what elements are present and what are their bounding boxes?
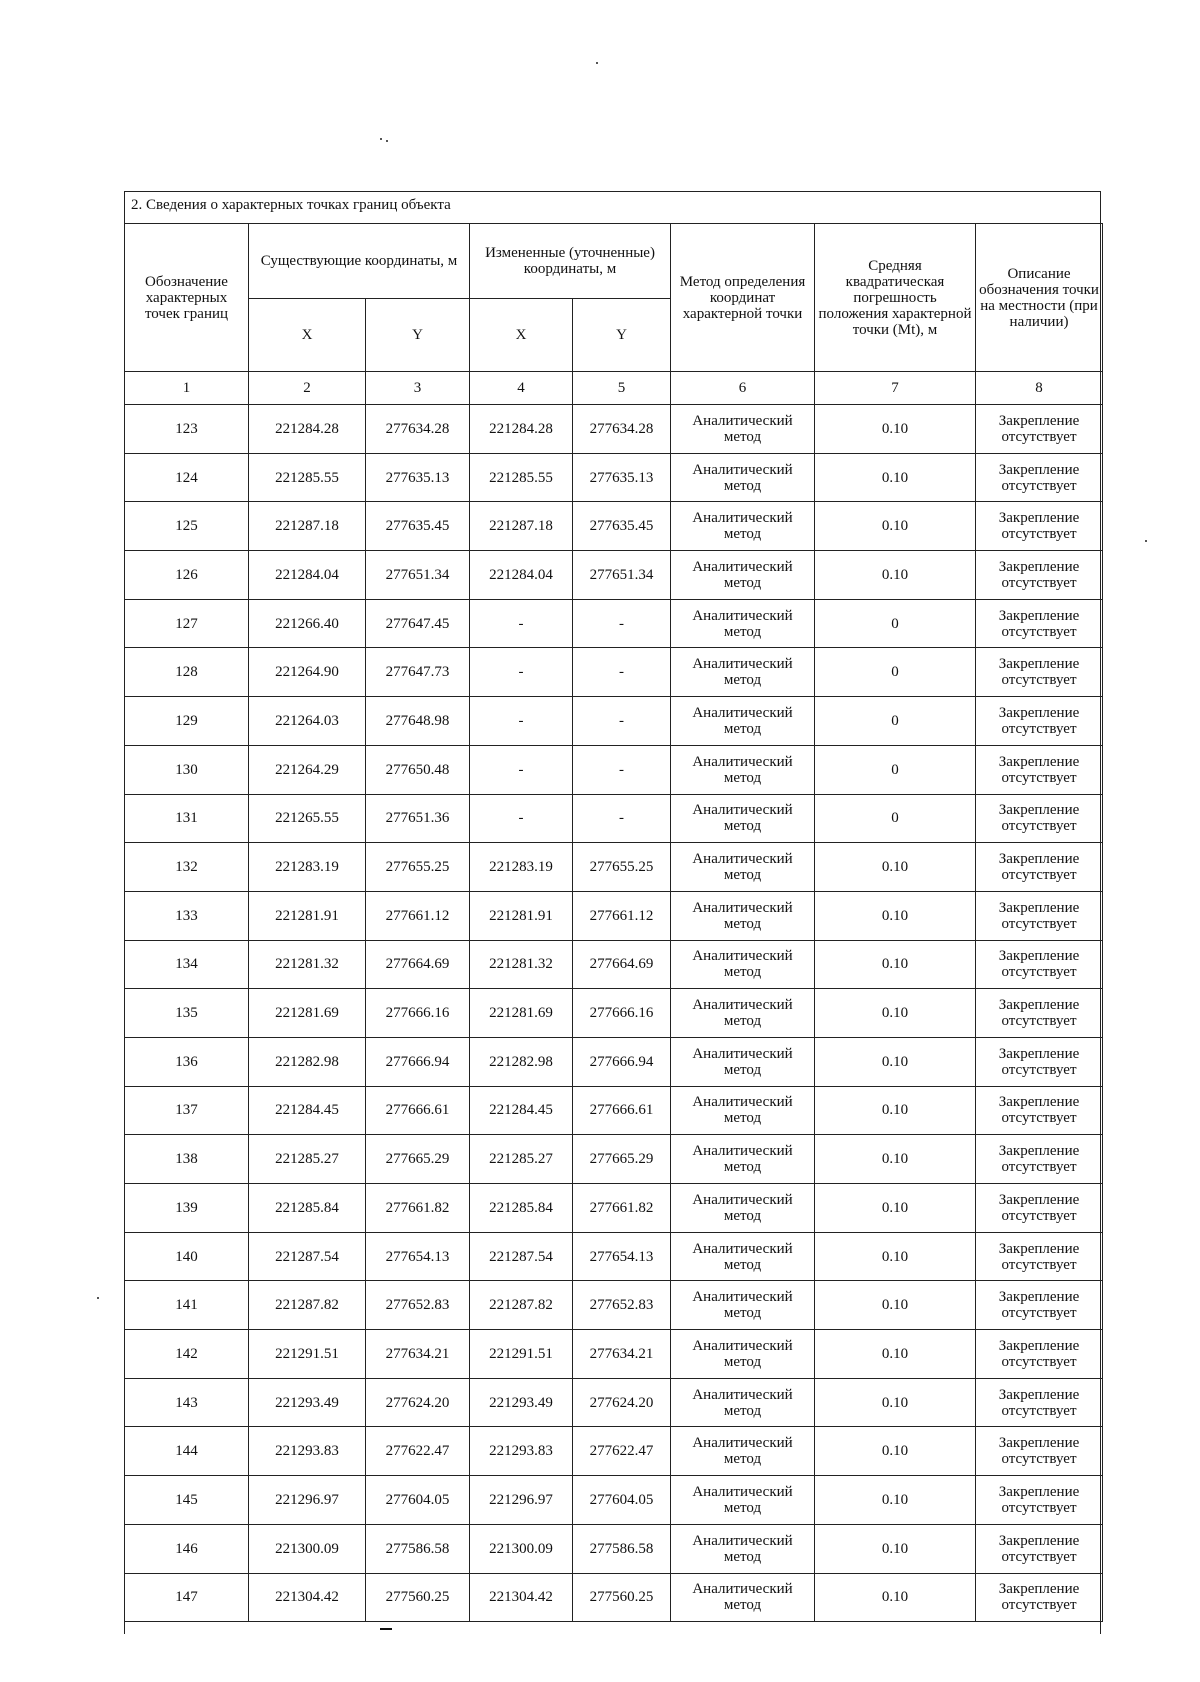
description-cell: Закрепление отсутствует — [976, 502, 1103, 551]
existing-y-cell: 277666.16 — [366, 989, 470, 1038]
column-number: 1 — [125, 372, 249, 405]
mean-error-cell: 0.10 — [815, 1476, 976, 1525]
description-cell: Закрепление отсутствует — [976, 940, 1103, 989]
existing-x-cell: 221264.29 — [249, 745, 366, 794]
mean-error-cell: 0.10 — [815, 843, 976, 892]
mean-error-cell: 0.10 — [815, 1232, 976, 1281]
description-cell: Закрепление отсутствует — [976, 551, 1103, 600]
description-cell: Закрепление отсутствует — [976, 1184, 1103, 1233]
changed-x-cell: 221291.51 — [470, 1330, 573, 1379]
point-number-cell: 135 — [125, 989, 249, 1038]
point-number-cell: 126 — [125, 551, 249, 600]
description-cell: Закрепление отсутствует — [976, 1281, 1103, 1330]
existing-y-cell: 277650.48 — [366, 745, 470, 794]
changed-x-cell: 221304.42 — [470, 1573, 573, 1622]
method-cell: Аналитический метод — [671, 1573, 815, 1622]
table-row — [125, 551, 1103, 600]
method-cell: Аналитический метод — [671, 1232, 815, 1281]
method-cell: Аналитический метод — [671, 1378, 815, 1427]
changed-y-cell: - — [573, 794, 671, 843]
existing-x-cell: 221293.49 — [249, 1378, 366, 1427]
existing-x-cell: 221281.69 — [249, 989, 366, 1038]
existing-x-cell: 221264.90 — [249, 648, 366, 697]
changed-x-cell: 221293.49 — [470, 1378, 573, 1427]
mean-error-cell: 0.10 — [815, 1135, 976, 1184]
existing-x-cell: 221284.45 — [249, 1086, 366, 1135]
existing-y-cell: 277654.13 — [366, 1232, 470, 1281]
mean-error-cell: 0.10 — [815, 1281, 976, 1330]
point-number-cell: 123 — [125, 405, 249, 454]
column-number-row — [125, 372, 1103, 405]
changed-y-cell: 277661.82 — [573, 1184, 671, 1233]
existing-y-cell: 277651.36 — [366, 794, 470, 843]
description-cell: Закрепление отсутствует — [976, 1037, 1103, 1086]
method-cell: Аналитический метод — [671, 1184, 815, 1233]
changed-y-cell: - — [573, 648, 671, 697]
method-cell: Аналитический метод — [671, 502, 815, 551]
header-description: Описание обозначения точки на местности (при наличии) — [976, 224, 1103, 372]
existing-x-cell: 221281.32 — [249, 940, 366, 989]
description-cell: Закрепление отсутствует — [976, 989, 1103, 1038]
mean-error-cell: 0.10 — [815, 891, 976, 940]
column-number: 8 — [976, 372, 1103, 405]
existing-y-cell: 277664.69 — [366, 940, 470, 989]
table-row — [125, 1086, 1103, 1135]
point-number-cell: 144 — [125, 1427, 249, 1476]
method-cell: Аналитический метод — [671, 745, 815, 794]
method-cell: Аналитический метод — [671, 1476, 815, 1525]
point-number-cell: 147 — [125, 1573, 249, 1622]
point-number-cell: 132 — [125, 843, 249, 892]
section-title: 2. Сведения о характерных точках границ объекта — [131, 197, 451, 213]
point-number-cell: 129 — [125, 697, 249, 746]
header-changed-x: X — [470, 299, 573, 372]
existing-y-cell: 277665.29 — [366, 1135, 470, 1184]
existing-x-cell: 221264.03 — [249, 697, 366, 746]
table-row — [125, 1524, 1103, 1573]
boundary-points-table — [124, 223, 1103, 1622]
method-cell: Аналитический метод — [671, 1524, 815, 1573]
table-row — [125, 453, 1103, 502]
table-row — [125, 502, 1103, 551]
point-number-cell: 138 — [125, 1135, 249, 1184]
existing-x-cell: 221265.55 — [249, 794, 366, 843]
mean-error-cell: 0.10 — [815, 1184, 976, 1233]
table-row — [125, 1184, 1103, 1233]
description-cell: Закрепление отсутствует — [976, 405, 1103, 454]
changed-x-cell: - — [470, 599, 573, 648]
mean-error-cell: 0 — [815, 697, 976, 746]
changed-y-cell: 277661.12 — [573, 891, 671, 940]
table-row — [125, 599, 1103, 648]
existing-x-cell: 221285.27 — [249, 1135, 366, 1184]
changed-x-cell: 221281.91 — [470, 891, 573, 940]
changed-x-cell: 221284.04 — [470, 551, 573, 600]
changed-y-cell: - — [573, 599, 671, 648]
method-cell: Аналитический метод — [671, 1037, 815, 1086]
changed-y-cell: - — [573, 745, 671, 794]
existing-y-cell: 277622.47 — [366, 1427, 470, 1476]
method-cell: Аналитический метод — [671, 551, 815, 600]
changed-y-cell: 277635.45 — [573, 502, 671, 551]
description-cell: Закрепление отсутствует — [976, 1573, 1103, 1622]
method-cell: Аналитический метод — [671, 405, 815, 454]
existing-x-cell: 221296.97 — [249, 1476, 366, 1525]
table-row — [125, 1427, 1103, 1476]
table-row — [125, 1330, 1103, 1379]
description-cell: Закрепление отсутствует — [976, 1476, 1103, 1525]
description-cell: Закрепление отсутствует — [976, 1086, 1103, 1135]
point-number-cell: 130 — [125, 745, 249, 794]
point-number-cell: 127 — [125, 599, 249, 648]
changed-x-cell: 221283.19 — [470, 843, 573, 892]
method-cell: Аналитический метод — [671, 648, 815, 697]
existing-y-cell: 277634.28 — [366, 405, 470, 454]
method-cell: Аналитический метод — [671, 1427, 815, 1476]
changed-y-cell: 277655.25 — [573, 843, 671, 892]
method-cell: Аналитический метод — [671, 453, 815, 502]
method-cell: Аналитический метод — [671, 794, 815, 843]
changed-x-cell: 221284.28 — [470, 405, 573, 454]
changed-x-cell: - — [470, 648, 573, 697]
changed-y-cell: 277666.61 — [573, 1086, 671, 1135]
mean-error-cell: 0.10 — [815, 1524, 976, 1573]
changed-y-cell: - — [573, 697, 671, 746]
changed-y-cell: 277560.25 — [573, 1573, 671, 1622]
existing-y-cell: 277666.94 — [366, 1037, 470, 1086]
point-number-cell: 140 — [125, 1232, 249, 1281]
changed-x-cell: 221296.97 — [470, 1476, 573, 1525]
existing-x-cell: 221304.42 — [249, 1573, 366, 1622]
changed-x-cell: 221282.98 — [470, 1037, 573, 1086]
changed-x-cell: 221287.54 — [470, 1232, 573, 1281]
table-row — [125, 1476, 1103, 1525]
mean-error-cell: 0 — [815, 745, 976, 794]
table-row — [125, 697, 1103, 746]
point-number-cell: 142 — [125, 1330, 249, 1379]
point-number-cell: 141 — [125, 1281, 249, 1330]
existing-y-cell: 277634.21 — [366, 1330, 470, 1379]
mean-error-cell: 0.10 — [815, 1378, 976, 1427]
existing-y-cell: 277604.05 — [366, 1476, 470, 1525]
method-cell: Аналитический метод — [671, 843, 815, 892]
table-row — [125, 1281, 1103, 1330]
changed-x-cell: 221285.27 — [470, 1135, 573, 1184]
mean-error-cell: 0.10 — [815, 989, 976, 1038]
existing-x-cell: 221287.82 — [249, 1281, 366, 1330]
table-row — [125, 843, 1103, 892]
description-cell: Закрепление отсутствует — [976, 1232, 1103, 1281]
existing-x-cell: 221285.55 — [249, 453, 366, 502]
existing-y-cell: 277647.45 — [366, 599, 470, 648]
method-cell: Аналитический метод — [671, 1086, 815, 1135]
table-row — [125, 1135, 1103, 1184]
column-number: 4 — [470, 372, 573, 405]
description-cell: Закрепление отсутствует — [976, 1378, 1103, 1427]
changed-x-cell: 221287.82 — [470, 1281, 573, 1330]
description-cell: Закрепление отсутствует — [976, 891, 1103, 940]
existing-y-cell: 277648.98 — [366, 697, 470, 746]
existing-y-cell: 277655.25 — [366, 843, 470, 892]
existing-x-cell: 221282.98 — [249, 1037, 366, 1086]
column-number: 2 — [249, 372, 366, 405]
method-cell: Аналитический метод — [671, 891, 815, 940]
changed-y-cell: 277634.21 — [573, 1330, 671, 1379]
header-mean-error: Средняя квадратическая погрешность положения характерной точки (Mt), м — [815, 224, 976, 372]
description-cell: Закрепление отсутствует — [976, 794, 1103, 843]
existing-x-cell: 221293.83 — [249, 1427, 366, 1476]
table-body — [125, 405, 1103, 1622]
description-cell: Закрепление отсутствует — [976, 745, 1103, 794]
existing-y-cell: 277661.12 — [366, 891, 470, 940]
existing-x-cell: 221287.54 — [249, 1232, 366, 1281]
mean-error-cell: 0 — [815, 794, 976, 843]
method-cell: Аналитический метод — [671, 697, 815, 746]
changed-x-cell: 221300.09 — [470, 1524, 573, 1573]
changed-x-cell: 221285.84 — [470, 1184, 573, 1233]
changed-y-cell: 277666.16 — [573, 989, 671, 1038]
changed-x-cell: 221284.45 — [470, 1086, 573, 1135]
table-row — [125, 1573, 1103, 1622]
method-cell: Аналитический метод — [671, 1330, 815, 1379]
table-row — [125, 405, 1103, 454]
column-number: 5 — [573, 372, 671, 405]
existing-x-cell: 221285.84 — [249, 1184, 366, 1233]
column-number: 7 — [815, 372, 976, 405]
changed-y-cell: 277586.58 — [573, 1524, 671, 1573]
header-existing-y: Y — [366, 299, 470, 372]
scan-speck — [386, 140, 388, 142]
changed-y-cell: 277624.20 — [573, 1378, 671, 1427]
scan-speck — [596, 62, 598, 64]
description-cell: Закрепление отсутствует — [976, 1427, 1103, 1476]
header-method: Метод определения координат характерной точки — [671, 224, 815, 372]
mean-error-cell: 0.10 — [815, 405, 976, 454]
point-number-cell: 139 — [125, 1184, 249, 1233]
method-cell: Аналитический метод — [671, 599, 815, 648]
changed-y-cell: 277664.69 — [573, 940, 671, 989]
point-number-cell: 143 — [125, 1378, 249, 1427]
description-cell: Закрепление отсутствует — [976, 599, 1103, 648]
mean-error-cell: 0.10 — [815, 1037, 976, 1086]
mean-error-cell: 0.10 — [815, 1427, 976, 1476]
changed-x-cell: 221281.69 — [470, 989, 573, 1038]
existing-y-cell: 277586.58 — [366, 1524, 470, 1573]
existing-y-cell: 277651.34 — [366, 551, 470, 600]
scan-speck — [380, 138, 382, 140]
point-number-cell: 137 — [125, 1086, 249, 1135]
existing-x-cell: 221284.28 — [249, 405, 366, 454]
table-row — [125, 989, 1103, 1038]
existing-y-cell: 277635.45 — [366, 502, 470, 551]
point-number-cell: 134 — [125, 940, 249, 989]
description-cell: Закрепление отсутствует — [976, 843, 1103, 892]
table-row — [125, 940, 1103, 989]
existing-x-cell: 221281.91 — [249, 891, 366, 940]
existing-x-cell: 221284.04 — [249, 551, 366, 600]
description-cell: Закрепление отсутствует — [976, 648, 1103, 697]
changed-y-cell: 277652.83 — [573, 1281, 671, 1330]
point-number-cell: 133 — [125, 891, 249, 940]
changed-x-cell: - — [470, 794, 573, 843]
mean-error-cell: 0 — [815, 648, 976, 697]
description-cell: Закрепление отсутствует — [976, 697, 1103, 746]
existing-x-cell: 221287.18 — [249, 502, 366, 551]
header-point-designation: Обозначение характерных точек границ — [125, 224, 249, 372]
existing-y-cell: 277560.25 — [366, 1573, 470, 1622]
table-row — [125, 794, 1103, 843]
changed-y-cell: 277651.34 — [573, 551, 671, 600]
changed-x-cell: 221281.32 — [470, 940, 573, 989]
existing-x-cell: 221300.09 — [249, 1524, 366, 1573]
changed-y-cell: 277634.28 — [573, 405, 671, 454]
table-row — [125, 1232, 1103, 1281]
description-cell: Закрепление отсутствует — [976, 1135, 1103, 1184]
mean-error-cell: 0.10 — [815, 1330, 976, 1379]
header-changed-coords: Измененные (уточненные) координаты, м — [470, 224, 671, 299]
scan-speck — [1145, 540, 1147, 542]
point-number-cell: 146 — [125, 1524, 249, 1573]
header-existing-x: X — [249, 299, 366, 372]
point-number-cell: 136 — [125, 1037, 249, 1086]
table-row — [125, 891, 1103, 940]
header-existing-coords: Существующие координаты, м — [249, 224, 470, 299]
description-cell: Закрепление отсутствует — [976, 1330, 1103, 1379]
header-changed-y: Y — [573, 299, 671, 372]
mean-error-cell: 0 — [815, 599, 976, 648]
existing-y-cell: 277647.73 — [366, 648, 470, 697]
method-cell: Аналитический метод — [671, 1135, 815, 1184]
point-number-cell: 145 — [125, 1476, 249, 1525]
mean-error-cell: 0.10 — [815, 502, 976, 551]
description-cell: Закрепление отсутствует — [976, 453, 1103, 502]
changed-y-cell: 277654.13 — [573, 1232, 671, 1281]
existing-y-cell: 277666.61 — [366, 1086, 470, 1135]
table-row — [125, 745, 1103, 794]
existing-y-cell: 277652.83 — [366, 1281, 470, 1330]
mean-error-cell: 0.10 — [815, 940, 976, 989]
existing-y-cell: 277624.20 — [366, 1378, 470, 1427]
table-row — [125, 1378, 1103, 1427]
table-row — [125, 1037, 1103, 1086]
changed-x-cell: 221293.83 — [470, 1427, 573, 1476]
point-number-cell: 125 — [125, 502, 249, 551]
table-row — [125, 648, 1103, 697]
changed-y-cell: 277635.13 — [573, 453, 671, 502]
existing-y-cell: 277661.82 — [366, 1184, 470, 1233]
description-cell: Закрепление отсутствует — [976, 1524, 1103, 1573]
column-number: 3 — [366, 372, 470, 405]
mean-error-cell: 0.10 — [815, 1573, 976, 1622]
scan-mark — [380, 1628, 392, 1630]
mean-error-cell: 0.10 — [815, 551, 976, 600]
method-cell: Аналитический метод — [671, 940, 815, 989]
changed-y-cell: 277604.05 — [573, 1476, 671, 1525]
scan-speck — [97, 1297, 99, 1299]
changed-x-cell: 221287.18 — [470, 502, 573, 551]
column-number: 6 — [671, 372, 815, 405]
mean-error-cell: 0.10 — [815, 453, 976, 502]
point-number-cell: 128 — [125, 648, 249, 697]
point-number-cell: 131 — [125, 794, 249, 843]
existing-x-cell: 221291.51 — [249, 1330, 366, 1379]
existing-y-cell: 277635.13 — [366, 453, 470, 502]
mean-error-cell: 0.10 — [815, 1086, 976, 1135]
method-cell: Аналитический метод — [671, 1281, 815, 1330]
point-number-cell: 124 — [125, 453, 249, 502]
changed-y-cell: 277622.47 — [573, 1427, 671, 1476]
existing-x-cell: 221283.19 — [249, 843, 366, 892]
method-cell: Аналитический метод — [671, 989, 815, 1038]
changed-y-cell: 277665.29 — [573, 1135, 671, 1184]
changed-x-cell: - — [470, 697, 573, 746]
changed-x-cell: - — [470, 745, 573, 794]
changed-x-cell: 221285.55 — [470, 453, 573, 502]
changed-y-cell: 277666.94 — [573, 1037, 671, 1086]
existing-x-cell: 221266.40 — [249, 599, 366, 648]
